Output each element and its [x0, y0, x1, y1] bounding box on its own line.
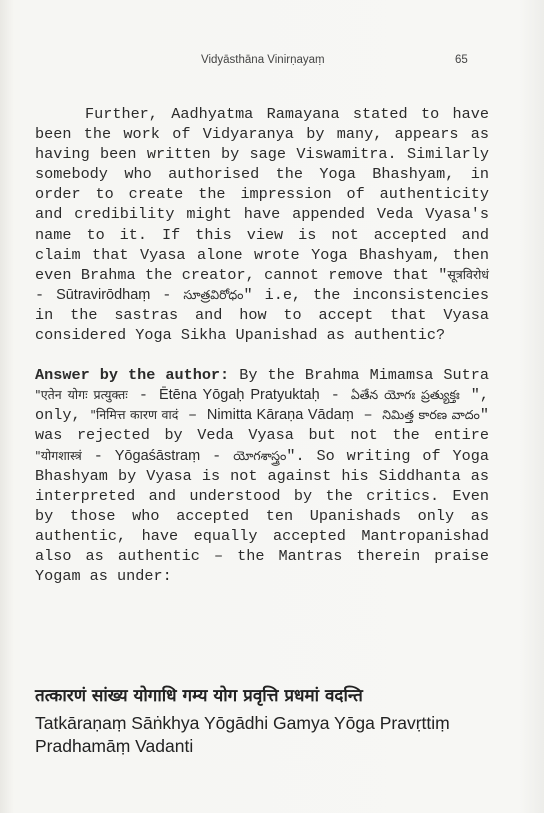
sutra-telugu: ఏతేన యోగః ప్రత్యుక్తః: [350, 387, 460, 403]
running-header: [0, 54, 544, 70]
sloka-transliteration-line-2: Pradhamāṃ Vadanti: [35, 736, 194, 756]
sloka-transliteration-line-1: Tatkāraṇaṃ Sāṅkhya Yōgādhi Gamya Yōga Pravṛttiṃ: [35, 713, 450, 733]
para2-quote2-close: ": [479, 406, 490, 425]
para2-quote1-close: ": [459, 386, 480, 405]
para2-text-c: was rejected by Veda Vyasa but not the entire: [35, 426, 489, 445]
body-text: [35, 104, 489, 586]
para2-dash-2: -: [319, 386, 351, 405]
para2-quote3-close: ": [286, 446, 296, 465]
para1-text-a: Further, Aadhyatma Ramayana stated to have been the work of Vidyaranya by many, appears as having been written by sage Viswamitra. Similarly somebody who authorised the Yoga Bhashyam, in order to create the impression of authenticity and credibility might have appended Veda Vyasa's name to it. If this view is not accepted and claim that Vyasa alone wrote Yoga Bhashyam, then even Brahma the creator, cannot remove that: [35, 105, 489, 284]
nimitta-telugu: నిమిత్త కారణ వాదం: [382, 407, 480, 423]
para1-quote-close: ": [243, 285, 253, 304]
nimitta-roman: Nimitta Kāraṇa Vādaṃ: [206, 407, 354, 424]
paragraph-2: [35, 365, 489, 586]
yogasastra-telugu: యోగశాస్త్రం: [233, 447, 287, 463]
para1-dash-2: -: [150, 285, 184, 304]
para2-text-d: . So writing of Yoga Bhashyam by Vyasa is not against his Siddhanta as interpreted and understood by the critics. Even by those who accepted ten Upanishads only as authentic, have equally accepted Mantropanishad also as authentic – the Mantras therein praise Yogam as under:: [35, 446, 490, 586]
sloka-block: [35, 684, 515, 758]
para2-dash-1: -: [127, 386, 159, 405]
para1-devanagari-term: सूत्रविरोधं: [447, 266, 489, 282]
para2-dash-5: -: [81, 446, 115, 465]
para1-telugu-term: సూత్రవిరోధం: [183, 286, 244, 302]
para2-dash-6: -: [200, 446, 234, 465]
para1-quote-open: ": [438, 265, 448, 284]
sutra-devanagari: "एतेन योगः प्रत्युक्तः: [35, 387, 128, 403]
yogasastra-devanagari: "योगशास्त्रं: [35, 447, 82, 463]
paragraph-1: [35, 104, 489, 345]
para2-text-b: , only,: [35, 386, 490, 425]
page-number: 65: [455, 54, 468, 66]
nimitta-devanagari: "निमित्त कारण वादं: [90, 407, 179, 423]
para2-dash-3: –: [178, 406, 207, 425]
answer-heading: Answer by the author:: [35, 366, 230, 385]
yogasastra-roman: Yōgaśāstraṃ: [114, 447, 201, 464]
sutra-roman: Ētēna Yōgaḥ Pratyuktaḥ: [158, 387, 320, 404]
para2-dash-4: –: [353, 406, 383, 425]
para1-dash-1: -: [35, 285, 57, 304]
running-title: Vidyāsthāna Vinirṇayaṃ: [201, 54, 325, 66]
sloka-devanagari: तत्कारणं सांख्य योगाधि गम्य योग प्रवृत्ति प्रधमां वदन्ति: [35, 686, 363, 706]
para2-text-a: By the Brahma Mimamsa Sutra: [229, 366, 489, 385]
para1-roman-term: Sūtravirōdhaṃ: [56, 286, 151, 303]
para1-text-b: i.e, the inconsistencies in the sastras and how to accept that Vyasa considered Yoga Sikha Upanishad as authentic?: [35, 285, 489, 345]
